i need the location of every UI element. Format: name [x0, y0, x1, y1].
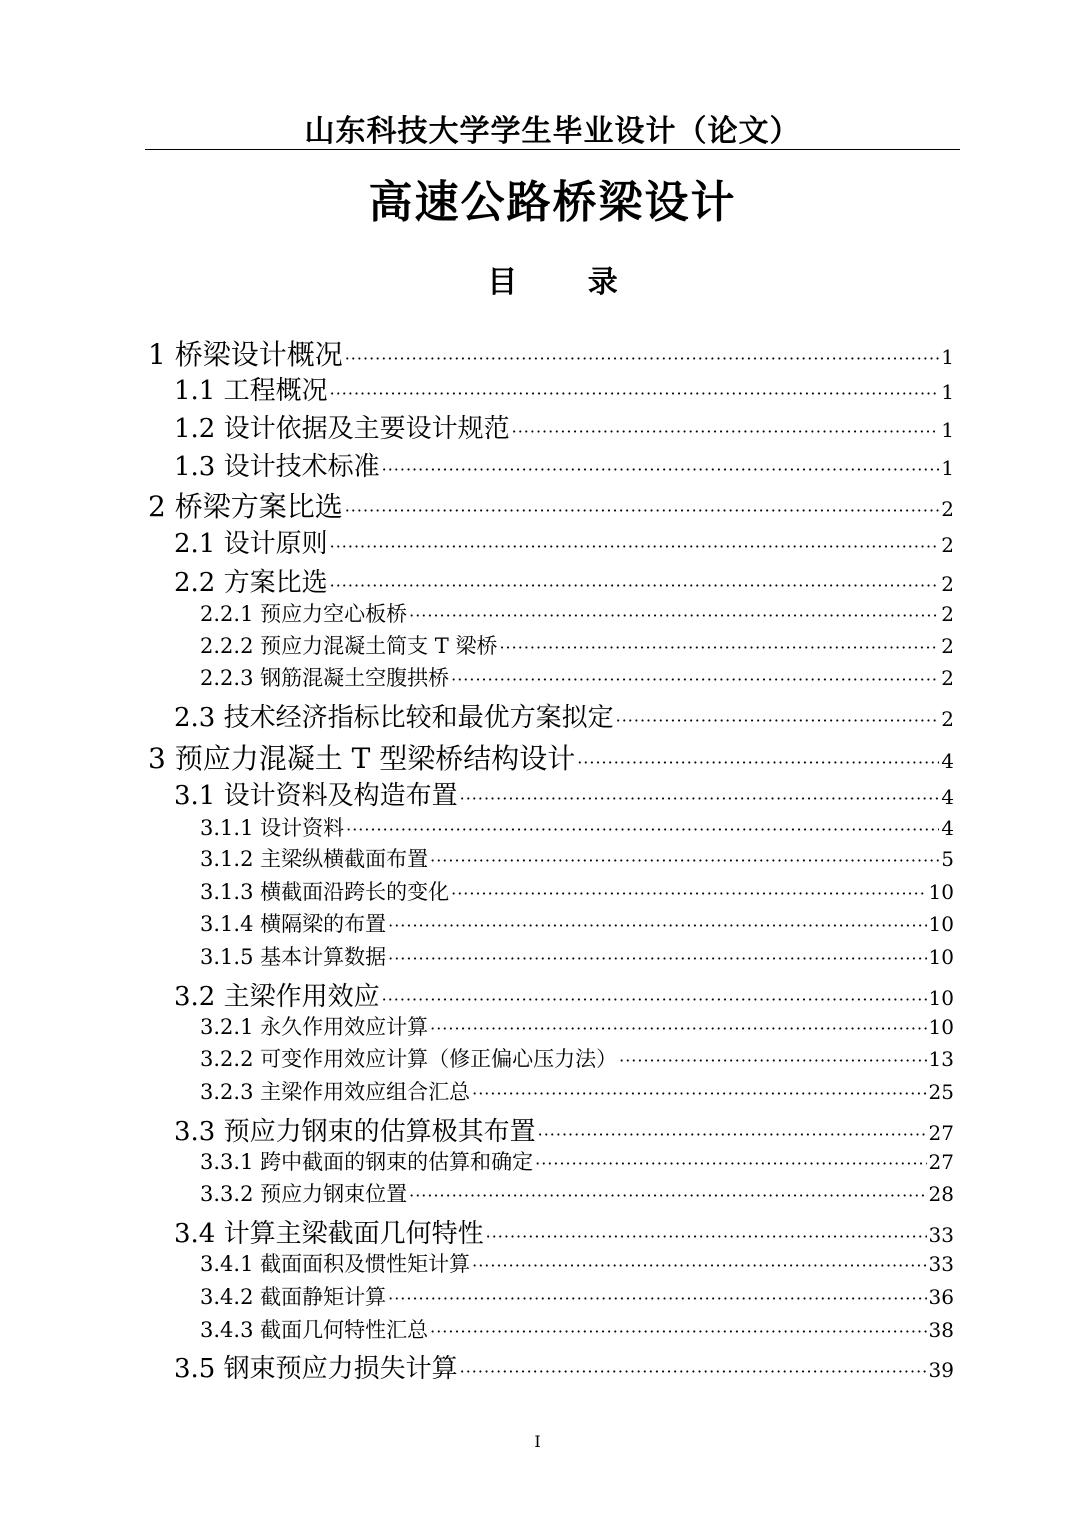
toc-entry-title: 3.1.5 基本计算数据: [200, 945, 387, 969]
toc-entry-title: 3.4.1 截面面积及惯性矩计算: [200, 1252, 471, 1276]
toc-entry-page: 4: [941, 749, 954, 773]
toc-leader-dots: [409, 1186, 926, 1205]
toc-entry-title: 3.4.2 截面静矩计算: [200, 1285, 387, 1309]
toc-entry-page: 2: [941, 707, 954, 731]
toc-leader-dots: [430, 1019, 926, 1038]
running-header: 山东科技大学学生毕业设计（论文）: [304, 114, 801, 149]
toc-entry-page: 2: [941, 634, 954, 658]
toc-entry-page: 28: [928, 1182, 954, 1206]
toc-entry[interactable]: [174, 1348, 954, 1385]
toc-entry-page: 1: [941, 380, 954, 404]
toc-entry-page: 10: [928, 912, 954, 936]
toc-entry-page: 33: [928, 1252, 954, 1276]
toc-entry-page: 2: [941, 533, 954, 557]
toc-entry-title: 3.1.1 设计资料: [200, 816, 345, 840]
toc-leader-dots: [460, 1362, 927, 1381]
toc-entry-page: 2: [941, 666, 954, 690]
toc-leader-dots: [619, 1051, 926, 1070]
toc-entry-title: 2.2.3 钢筋混凝土空腹拱桥: [200, 666, 450, 690]
toc-leader-dots: [382, 990, 927, 1009]
toc-entry[interactable]: [200, 1011, 954, 1041]
page-number: I: [534, 1432, 541, 1451]
toc-entry-title: 3.1.3 横截面沿跨长的变化: [200, 880, 450, 904]
toc-entry[interactable]: [174, 775, 954, 812]
toc-entry-title: 3.4.3 截面几何特性汇总: [200, 1318, 429, 1342]
toc-leader-dots: [451, 670, 939, 689]
toc-entry-title: 3.2.1 永久作用效应计算: [200, 1015, 429, 1039]
toc-entry[interactable]: [200, 598, 954, 628]
toc-entry-title: 2.2.2 预应力混凝土简支 T 梁桥: [200, 634, 498, 658]
toc-entry-title: 1.1 工程概况: [174, 376, 328, 406]
toc-entry[interactable]: [200, 876, 954, 906]
toc-leader-dots: [451, 884, 926, 903]
toc-entry-page: 4: [941, 785, 954, 809]
toc-leader-dots: [577, 753, 939, 772]
toc-entry[interactable]: [200, 1178, 954, 1208]
toc-entry-page: 4: [941, 816, 954, 840]
toc-entry-page: 2: [941, 572, 954, 596]
toc-entry-page: 36: [928, 1285, 954, 1309]
toc-entry-page: 33: [928, 1223, 954, 1247]
toc-entry-title: 3.3.1 跨中截面的钢束的估算和确定: [200, 1150, 534, 1174]
toc-entry[interactable]: [200, 812, 954, 842]
toc-entry-title: 2.3 技术经济指标比较和最优方案拟定: [174, 703, 614, 733]
toc-entry[interactable]: [174, 523, 954, 560]
toc-entry-page: 5: [941, 847, 954, 871]
toc-entry-page: 2: [941, 497, 954, 521]
toc-leader-dots: [430, 851, 939, 870]
toc-entry-page: 38: [928, 1318, 954, 1342]
toc-entry-title: 3.2.2 可变作用效应计算（修正偏心压力法）: [200, 1047, 618, 1071]
toc-entry[interactable]: [174, 1213, 954, 1250]
toc-entry-title: 3.5 钢束预应力损失计算: [174, 1354, 458, 1384]
toc-leader-dots: [330, 537, 940, 556]
toc-entry-page: 1: [941, 418, 954, 442]
toc-leader-dots: [409, 606, 939, 625]
toc-leader-dots: [486, 1227, 927, 1246]
toc-entry-title: 3.2.3 主梁作用效应组合汇总: [200, 1080, 471, 1104]
toc-entry[interactable]: [200, 843, 954, 873]
toc-leader-dots: [616, 711, 940, 730]
toc-entry[interactable]: [200, 1043, 954, 1073]
toc-entry[interactable]: [200, 1248, 954, 1278]
toc-entry[interactable]: [200, 941, 954, 971]
toc-entry[interactable]: [148, 737, 954, 777]
toc-entry-page: 39: [928, 1358, 954, 1382]
toc-entry-page: 10: [928, 945, 954, 969]
toc-leader-dots: [430, 1322, 926, 1341]
document-title: 高速公路桥梁设计: [368, 177, 737, 228]
toc-leader-dots: [330, 576, 940, 595]
toc-leader-dots: [512, 422, 940, 441]
toc-leader-dots: [388, 916, 926, 935]
toc-entry-title: 1 桥梁设计概况: [148, 338, 343, 371]
toc-leader-dots: [538, 1125, 927, 1144]
toc-entry-page: 25: [928, 1080, 954, 1104]
toc-entry-page: 1: [941, 345, 954, 369]
toc-leader-dots: [388, 1289, 926, 1308]
toc-entry-title: 2 桥梁方案比选: [148, 490, 343, 523]
toc-leader-dots: [388, 949, 926, 968]
toc-entry-page: 10: [928, 1015, 954, 1039]
toc-entry[interactable]: [200, 630, 954, 660]
toc-entry-title: 2.2.1 预应力空心板桥: [200, 602, 408, 626]
toc-entry-page: 27: [928, 1121, 954, 1145]
toc-leader-dots: [472, 1256, 926, 1275]
toc-entry[interactable]: [174, 408, 954, 445]
toc-leader-dots: [472, 1084, 926, 1103]
toc-leader-dots: [535, 1154, 926, 1173]
toc-entry-title: 1.3 设计技术标准: [174, 452, 380, 482]
toc-entry-page: 10: [928, 880, 954, 904]
toc-entry[interactable]: [174, 697, 954, 734]
toc-entry-page: 2: [941, 602, 954, 626]
toc-entry[interactable]: [174, 976, 954, 1013]
toc-entry[interactable]: [148, 485, 954, 525]
toc-entry-title: 3.1.2 主梁纵横截面布置: [200, 847, 429, 871]
toc-entry[interactable]: [200, 1281, 954, 1311]
toc-leader-dots: [346, 820, 939, 839]
toc-heading: 目 录: [487, 265, 648, 300]
toc-entry[interactable]: [200, 1314, 954, 1344]
toc-entry[interactable]: [174, 370, 954, 407]
toc-entry[interactable]: [200, 1076, 954, 1106]
toc-entry-title: 3 预应力混凝土 T 型梁桥结构设计: [148, 742, 576, 775]
toc-entry[interactable]: [200, 1146, 954, 1176]
toc-entry[interactable]: [200, 662, 954, 692]
toc-entry-page: 1: [941, 456, 954, 480]
toc-entry-title: 3.1 设计资料及构造布置: [174, 781, 458, 811]
toc-leader-dots: [345, 501, 940, 520]
toc-entry-title: 2.1 设计原则: [174, 529, 328, 559]
toc-entry-page: 10: [928, 986, 954, 1010]
toc-entry-title: 3.4 计算主梁截面几何特性: [174, 1219, 484, 1249]
toc-entry-title: 1.2 设计依据及主要设计规范: [174, 414, 510, 444]
toc-leader-dots: [345, 349, 940, 368]
toc-leader-dots: [460, 789, 940, 808]
toc-entry[interactable]: [174, 446, 954, 483]
toc-leader-dots: [382, 460, 940, 479]
toc-entry-title: 3.3.2 预应力钢束位置: [200, 1182, 408, 1206]
toc-entry-title: 2.2 方案比选: [174, 568, 328, 598]
toc-entry[interactable]: [148, 333, 954, 373]
toc-entry-title: 3.3 预应力钢束的估算极其布置: [174, 1117, 536, 1147]
toc-entry[interactable]: [174, 562, 954, 599]
toc-leader-dots: [330, 384, 940, 403]
toc-entry-title: 3.1.4 横隔梁的布置: [200, 912, 387, 936]
toc-entry[interactable]: [200, 908, 954, 938]
toc-entry-page: 27: [928, 1150, 954, 1174]
toc-entry[interactable]: [174, 1111, 954, 1148]
toc-entry-title: 3.2 主梁作用效应: [174, 982, 380, 1012]
toc-entry-page: 13: [928, 1047, 954, 1071]
toc-leader-dots: [499, 638, 939, 657]
